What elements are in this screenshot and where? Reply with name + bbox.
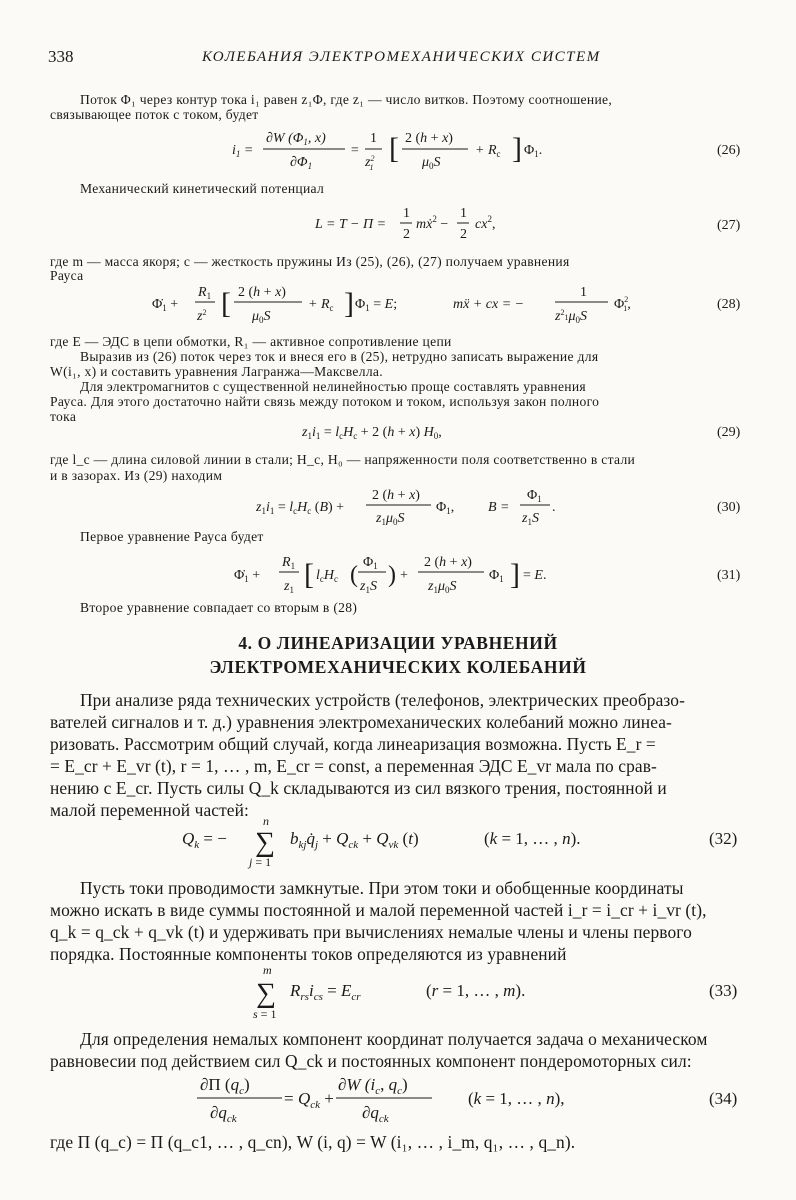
svg-text:[: [ bbox=[389, 132, 399, 165]
svg-text:∂W (Φ1, x): ∂W ($\Phi_1$, x) bbox=[266, 131, 326, 147]
svg-text:Φ1: $\Phi_1$ bbox=[527, 488, 542, 504]
paragraph-line: При анализе ряда технических устройств (телефонов, электрических преобразо- bbox=[80, 690, 685, 710]
svg-text:1: 1 bbox=[370, 131, 377, 146]
svg-text:bkjq̇j + Qck + Qvk (t): $b_{kj}q̇_j + Q_{ck} + Q_{vk}$ (t) bbox=[290, 829, 419, 851]
svg-text:Φ1,: $\Phi_1$, bbox=[436, 500, 455, 516]
svg-text:2: 2 bbox=[460, 227, 467, 242]
equation-30 bbox=[0, 484, 796, 528]
svg-text:z1i1 = lcHc + 2 (h + x) H0,: $z_1i_1 = l_cH_c + 2$ (h + x) $H_0$, bbox=[302, 425, 442, 441]
equation-number: (30) bbox=[717, 500, 741, 515]
svg-text:(r = 1, … , m).: (r = 1, … , m). bbox=[426, 981, 526, 1000]
svg-text:∑: ∑ bbox=[255, 827, 275, 858]
svg-text:∂W (ic, qc): ∂W ($i_c$, $q_c$) bbox=[338, 1075, 408, 1097]
section-title: 4. О ЛИНЕАРИЗАЦИИ УРАВНЕНИЙ bbox=[238, 633, 558, 653]
paragraph-line: Рауса. Для этого достаточно найти связь между потоком и током, используя закон полного bbox=[50, 394, 600, 409]
svg-text:= E.: = E. bbox=[523, 568, 547, 583]
svg-text:z1: $z_1$ bbox=[284, 579, 294, 595]
paragraph-line: и в зазорах. Из (29) находим bbox=[50, 468, 223, 483]
paragraph-line: Первое уравнение Рауса будет bbox=[80, 529, 264, 544]
paragraph-line: = E_cr + E_vr (t), r = 1, … , m, E_cr = const, а переменная ЭДС E_vr мала по срав- bbox=[50, 756, 657, 776]
equation-number: (33) bbox=[709, 981, 738, 1000]
equation-28 bbox=[0, 280, 796, 332]
svg-text:j = 1: j = 1 bbox=[249, 855, 272, 869]
equation-34 bbox=[0, 1070, 796, 1126]
svg-text:z1μ0S: $z_1\mu_0S$ bbox=[428, 579, 457, 595]
equation-32 bbox=[0, 812, 796, 872]
paragraph-line: Пусть токи проводимости замкнутые. При этом токи и обобщенные координаты bbox=[80, 878, 684, 898]
svg-text:R1: $R_1$ bbox=[282, 555, 296, 571]
svg-text:1: 1 bbox=[580, 285, 587, 300]
svg-text:1: 1 bbox=[460, 206, 467, 221]
svg-text:mẋ2 −: mẋ$^2$ − bbox=[416, 214, 449, 232]
svg-text:∑: ∑ bbox=[256, 978, 276, 1009]
svg-text:(k = 1, … , n),: (k = 1, … , n), bbox=[468, 1089, 565, 1108]
page-number: 338 bbox=[48, 47, 74, 66]
equation-number: (31) bbox=[717, 568, 741, 583]
svg-text:=: = bbox=[350, 143, 360, 158]
svg-text:R1: $R_1$ bbox=[198, 285, 212, 301]
paragraph-line: малой переменной частей: bbox=[50, 800, 249, 820]
section-title: ЭЛЕКТРОМЕХАНИЧЕСКИХ КОЛЕБАНИЙ bbox=[209, 657, 587, 677]
paragraph-line: q_k = q_ck + q_vk (t) и удерживать при вычислениях немалые члены и члены первого bbox=[50, 922, 692, 942]
svg-text:z2: $z^2$ bbox=[197, 308, 207, 324]
equation-number: (28) bbox=[717, 297, 741, 312]
svg-text:+ Rc: + $R_c$ bbox=[308, 297, 334, 313]
svg-text:2: 2 bbox=[403, 227, 410, 242]
svg-text:=: = bbox=[284, 1089, 294, 1108]
equation-26 bbox=[0, 124, 796, 174]
svg-text:z1μ0S: $z_1\mu_0S$ bbox=[376, 511, 405, 527]
svg-text:Φ̇1 +: $\Phi̇_1$ + bbox=[234, 568, 261, 584]
equation-27 bbox=[0, 200, 796, 244]
paragraph-line: Для электромагнитов с существенной нелинейностью проще составлять уравнения bbox=[80, 379, 586, 394]
svg-text:.: . bbox=[552, 500, 556, 515]
paragraph-line: W(i₁, x) и составить уравнения Лагранжа—Максвелла. bbox=[50, 364, 383, 379]
svg-text:(: ( bbox=[350, 562, 358, 588]
svg-text:z21μ0S: $z^2_1\mu_0S$ bbox=[555, 308, 587, 325]
equation-number: (32) bbox=[709, 829, 738, 848]
svg-text:Qck +: $Q_{ck}$ + bbox=[298, 1089, 334, 1111]
svg-text:Rrsics = Ecr: $R_{rs}i_{cs} = E_{cr}$ bbox=[290, 981, 361, 1003]
svg-text:2 (h + x): 2 (h + x) bbox=[238, 285, 286, 300]
paragraph-line: Выразив из (26) поток через ток и внеся его в (25), нетрудно записать выражение для bbox=[80, 349, 599, 364]
svg-text:[: [ bbox=[221, 287, 231, 320]
svg-text:Qk = −: $Q_k$ = − bbox=[182, 829, 227, 851]
svg-text:(k = 1, … , n).: (k = 1, … , n). bbox=[484, 829, 581, 848]
svg-text:z1S: $z_1S$ bbox=[360, 579, 377, 595]
equation-number: (26) bbox=[717, 143, 741, 158]
svg-text:∂Φ1: $\partial\Phi_1$ bbox=[290, 155, 313, 171]
running-title: КОЛЕБАНИЯ ЭЛЕКТРОМЕХАНИЧЕСКИХ СИСТЕМ bbox=[202, 49, 601, 65]
paragraph-line: тока bbox=[50, 409, 77, 424]
svg-text:B =: B = bbox=[488, 500, 510, 515]
paragraph-line: можно искать в виде суммы постоянной и малой переменной частей i_r = i_cr + i_vr (t), bbox=[50, 900, 707, 920]
svg-text:z1S: $z_1S$ bbox=[522, 511, 539, 527]
equation-number: (34) bbox=[709, 1089, 738, 1108]
svg-text:+: + bbox=[400, 568, 408, 583]
svg-text:Φ21,: $\Phi^2$ 1, bbox=[614, 295, 631, 313]
svg-text:μ0S: $\mu_0S$ bbox=[252, 309, 271, 325]
svg-text:): ) bbox=[388, 562, 396, 588]
paragraph-line: где Π (q_c) = Π (q_c1, … , q_cn), W (i, q) = W (i₁, … , i_m, q₁, … , q_n). bbox=[50, 1132, 576, 1152]
svg-text:2 (h + x): 2 (h + x) bbox=[424, 555, 472, 570]
svg-text:n: n bbox=[263, 814, 269, 828]
equation-29 bbox=[0, 416, 796, 446]
svg-text:+ Rc: + $R_c$ bbox=[475, 143, 501, 159]
paragraph-line: где l_c — длина силовой линии в стали; H_c, H₀ — напряженности поля соответственно в стали bbox=[50, 452, 636, 467]
paragraph-line: Поток Φ₁ через контур тока i₁ равен z₁Φ, где z₁ — число витков. Поэтому соотношение, bbox=[80, 92, 613, 107]
svg-text:]: ] bbox=[344, 287, 354, 320]
svg-text:z21: $z^2$ 1 bbox=[365, 154, 375, 172]
paragraph-line: порядка. Постоянные компоненты токов определяются из уравнений bbox=[50, 944, 567, 964]
svg-text:Φ̇1 +: $\Phi̇_1$ + bbox=[152, 297, 179, 313]
paragraph-line: вателей сигналов и т. д.) уравнения электромеханических колебаний можно линеа- bbox=[50, 712, 672, 732]
paragraph-line: Рауса bbox=[50, 268, 84, 283]
equation-33 bbox=[0, 958, 796, 1024]
equation-number: (27) bbox=[717, 218, 741, 233]
svg-text:L = T − Π =: L = T − Π = bbox=[315, 217, 387, 232]
svg-text:2 (h + x): 2 (h + x) bbox=[405, 131, 453, 146]
svg-text:Φ1: $\Phi_1$ bbox=[489, 568, 504, 584]
svg-text:∂qck: $\partial q_{ck}$ bbox=[210, 1103, 237, 1125]
paragraph-line: связывающее поток с током, будет bbox=[50, 107, 259, 122]
svg-text:[: [ bbox=[304, 558, 314, 591]
svg-text:]: ] bbox=[510, 558, 520, 591]
svg-text:Φ1 = E;: $\Phi_1 = E$; bbox=[355, 297, 398, 313]
paragraph-line: где E — ЭДС в цепи обмотки, R₁ — активное сопротивление цепи bbox=[50, 334, 452, 349]
paragraph-line: Второе уравнение совпадает со вторым в (28) bbox=[80, 600, 358, 615]
svg-text:i1 =: $i_1$ = bbox=[232, 143, 254, 159]
paragraph-line: равновесии под действием сил Q_ck и постоянных компонент пондеромоторных сил: bbox=[50, 1051, 692, 1071]
svg-text:∂qck: $\partial q_{ck}$ bbox=[362, 1103, 389, 1125]
svg-text:]: ] bbox=[512, 132, 522, 165]
svg-text:mẍ + cx = −: mẍ + cx = − bbox=[453, 297, 525, 312]
svg-text:lcHc: $l_cH_c$ bbox=[316, 568, 339, 584]
svg-text:z1i1 = lcHc (B) +: $z_1i_1 = l_cH_c$ (B) + bbox=[256, 500, 345, 516]
svg-text:s = 1: s = 1 bbox=[253, 1007, 277, 1021]
svg-text:Φ1: $\Phi_1$ bbox=[363, 555, 378, 571]
svg-text:1: 1 bbox=[403, 206, 410, 221]
svg-text:∂Π (qc): ∂Π $(q_c)$ bbox=[200, 1075, 250, 1097]
svg-text:2 (h + x): 2 (h + x) bbox=[372, 488, 420, 503]
paragraph-line: Для определения немалых компонент координат получается задача о механическом bbox=[80, 1029, 708, 1049]
svg-text:cx2,: $cx^2$, bbox=[475, 214, 496, 232]
svg-text:Φ1.: $\Phi_1$. bbox=[524, 143, 543, 159]
paragraph-line: ризовать. Рассмотрим общий случай, когда линеаризация возможна. Пусть E_r = bbox=[50, 734, 656, 754]
paragraph-line: нению с E_cr. Пусть силы Q_k складываются из сил вязкого трения, постоянной и bbox=[50, 778, 667, 798]
equation-31 bbox=[0, 550, 796, 600]
svg-text:μ0S: $\mu_0S$ bbox=[422, 155, 441, 171]
paragraph-line: где m — масса якоря; c — жесткость пружины Из (25), (26), (27) получаем уравнения bbox=[50, 254, 570, 269]
paragraph-line: Механический кинетический потенциал bbox=[80, 181, 325, 196]
equation-number: (29) bbox=[717, 425, 741, 440]
svg-text:m: m bbox=[263, 963, 272, 977]
